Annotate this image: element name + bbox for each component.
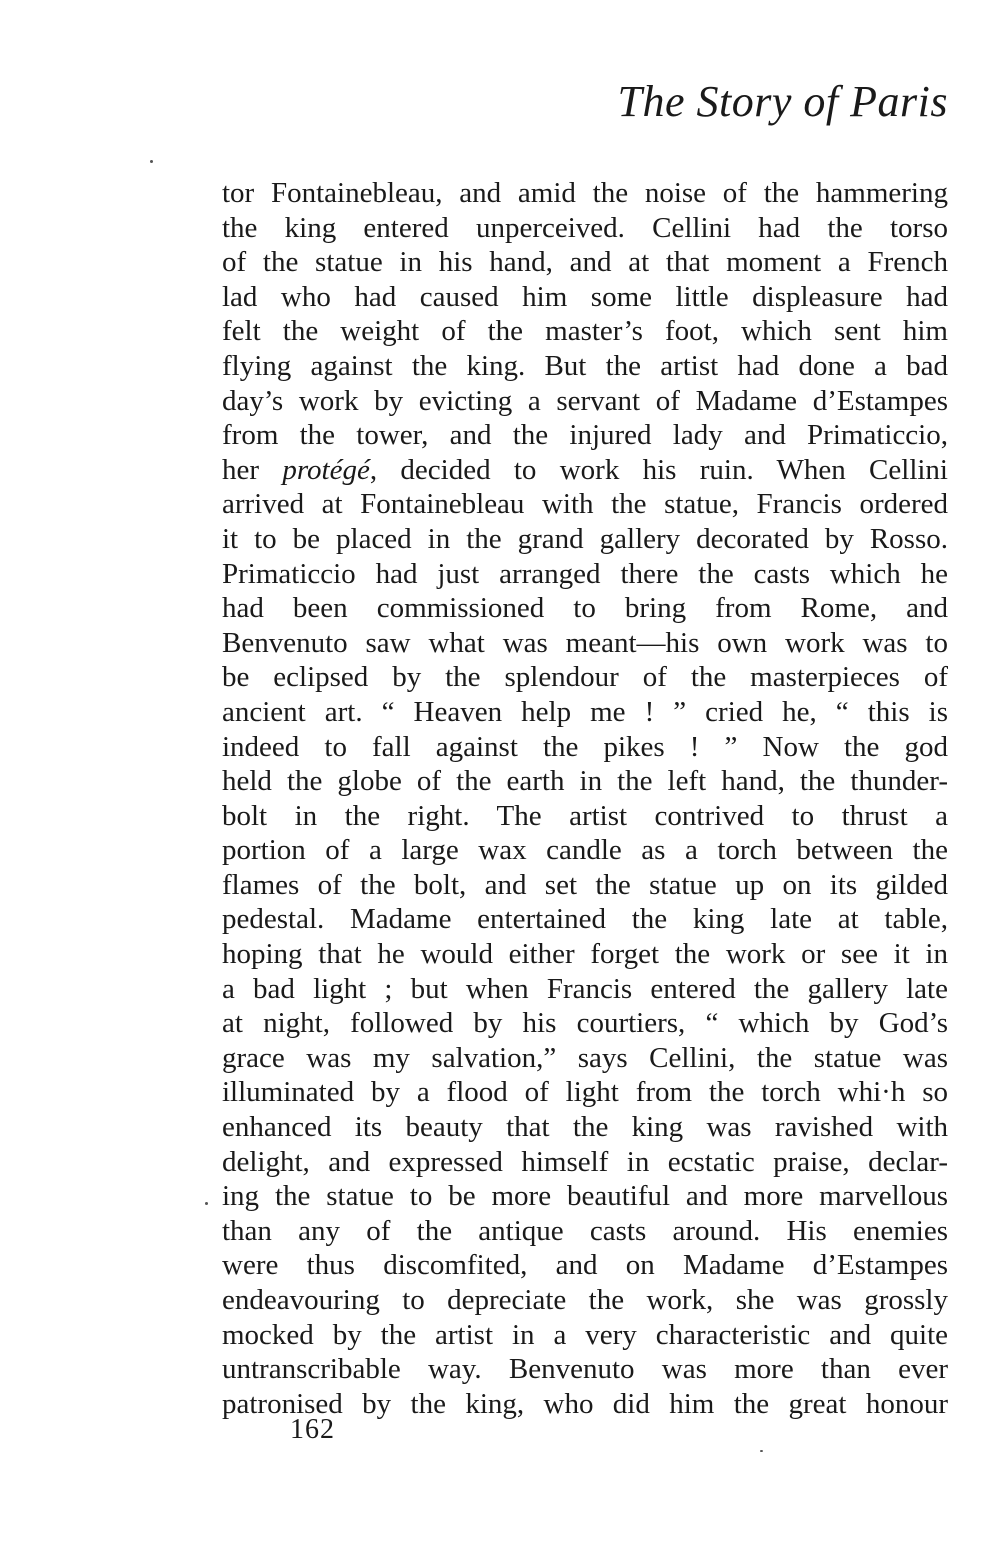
- text-line: flying against the king. But the artist had done a bad: [222, 349, 948, 382]
- text-line: pedestal. Madame entertained the king late at table,: [222, 903, 948, 936]
- text-line: Primaticcio had just arranged there the casts which he: [222, 557, 948, 590]
- text-line: from the tower, and the injured lady and Primaticcio,: [222, 419, 948, 452]
- text-line: tor Fontainebleau, and amid the noise of the hammering: [222, 177, 948, 209]
- text-line: hoping that he would either forget the work or see it in: [222, 938, 948, 971]
- text-line: bolt in the right. The artist contrived to thrust a: [222, 799, 948, 832]
- text-line: a bad light ; but when Francis entered the gallery late: [222, 972, 948, 1005]
- running-head-title: The Story of Paris: [617, 77, 948, 126]
- text-line: held the globe of the earth in the left hand, the thunder-: [222, 765, 948, 798]
- text-line: ing the statue to be more beautiful and more marvellous: [222, 1180, 948, 1213]
- text-line: felt the weight of the master’s foot, which sent him: [222, 315, 948, 348]
- text-line: be eclipsed by the splendour of the masterpieces of: [222, 661, 948, 694]
- text-line: had been commissioned to bring from Rome, and: [222, 592, 948, 625]
- text-line: were thus discomfited, and on Madame d’Estampes: [222, 1249, 948, 1282]
- text-line: mocked by the artist in a very characteristic and quite: [222, 1318, 948, 1351]
- text-line: than any of the antique casts around. His enemies: [222, 1214, 948, 1247]
- page-number: 162: [290, 1414, 335, 1445]
- text-line: grace was my salvation,” says Cellini, the statue was: [222, 1041, 948, 1074]
- text-line: lad who had caused him some little displeasure had: [222, 280, 948, 313]
- text-line: patronised by the king, who did him the great honour: [222, 1387, 948, 1420]
- text-line: Benvenuto saw what was meant—his own work was to: [222, 626, 948, 659]
- text-line: delight, and expressed himself in ecstatic praise, declar-: [222, 1145, 948, 1178]
- text-line: illuminated by a flood of light from the torch whi·h so: [222, 1076, 948, 1109]
- text-line: arrived at Fontainebleau with the statue, Francis ordered: [222, 488, 948, 521]
- text-line: her protégé, decided to work his ruin. When Cellini: [222, 453, 948, 486]
- text-line: ancient art. “ Heaven help me ! ” cried he, “ this is: [222, 695, 948, 728]
- text-line: at night, followed by his courtiers, “ which by God’s: [222, 1007, 948, 1040]
- text-line: portion of a large wax candle as a torch between the: [222, 834, 948, 867]
- text-line: indeed to fall against the pikes ! ” Now the god: [222, 730, 948, 763]
- text-line: endeavouring to depreciate the work, she was grossly: [222, 1284, 948, 1316]
- text-line: the king entered unperceived. Cellini had the torso: [222, 211, 948, 244]
- body-paragraph: [222, 176, 948, 1421]
- text-line: it to be placed in the grand gallery decorated by Rosso.: [222, 522, 948, 555]
- print-speck: [150, 160, 153, 163]
- text-line: untranscribable way. Benvenuto was more than ever: [222, 1353, 948, 1386]
- text-line: of the statue in his hand, and at that moment a French: [222, 246, 948, 279]
- text-line: day’s work by evicting a servant of Madame d’Estampes: [222, 384, 948, 417]
- print-speck: [760, 1450, 763, 1452]
- print-speck: [205, 1202, 208, 1205]
- text-line: flames of the bolt, and set the statue up on its gilded: [222, 868, 948, 901]
- text-line: enhanced its beauty that the king was ravished with: [222, 1111, 948, 1144]
- italic-word: protégé: [282, 453, 370, 486]
